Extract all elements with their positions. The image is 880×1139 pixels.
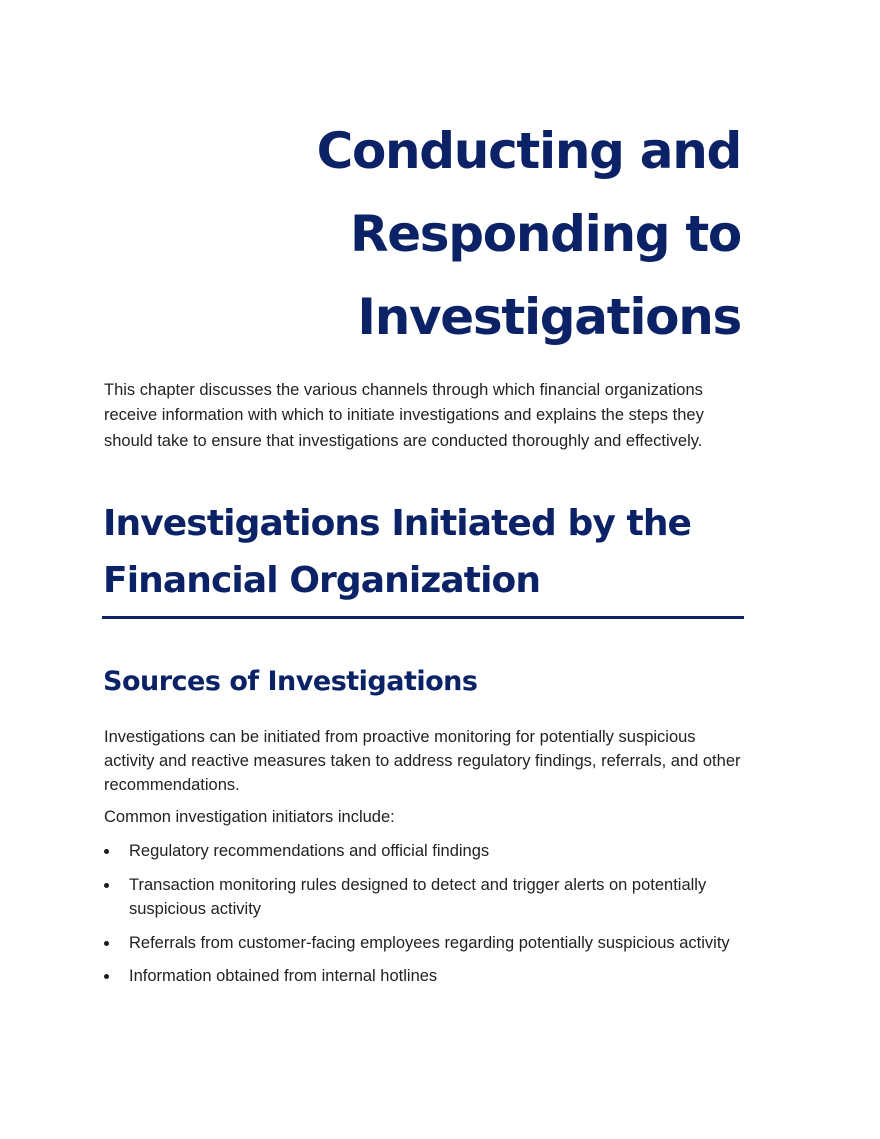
list-item-text: Information obtained from internal hotlines	[129, 967, 438, 985]
list-item	[104, 873, 744, 922]
list-item-text: Transaction monitoring rules designed to detect and trigger alerts on potentially suspicious activity	[129, 875, 707, 918]
section-heading-line-2: Financial Organization	[103, 560, 541, 601]
subsection-paragraph: Investigations can be initiated from proactive monitoring for potentially suspicious activity and reactive measures taken to address regulatory findings, referrals, and other recommendations.	[104, 728, 741, 794]
chapter-title-line-1: Conducting and	[316, 122, 741, 180]
section-heading-line-1: Investigations Initiated by the	[103, 503, 692, 544]
section-heading	[103, 495, 743, 609]
list-item	[104, 964, 744, 989]
list-item-text: Regulatory recommendations and official findings	[129, 842, 490, 860]
chapter-intro-paragraph: This chapter discusses the various channels through which financial organizations receive information with which to initiate investigations and explains the steps they should take to ensure that investigations are conducted thoroughly and effectively.	[104, 381, 704, 450]
list-lead-in: Common investigation initiators include:	[104, 808, 395, 826]
bullet-icon	[104, 974, 109, 979]
subsection-heading: Sources of Investigations	[103, 666, 478, 697]
chapter-title-line-3: Investigations	[357, 288, 741, 346]
list-item	[104, 931, 744, 956]
section-divider	[102, 616, 744, 619]
bullet-icon	[104, 849, 109, 854]
list-item	[104, 839, 744, 864]
bullet-icon	[104, 941, 109, 946]
chapter-title-line-2: Responding to	[350, 205, 741, 263]
list-item-text: Referrals from customer-facing employees regarding potentially suspicious activity	[129, 933, 730, 952]
chapter-title	[221, 110, 741, 359]
bullet-icon	[104, 883, 109, 888]
initiators-list	[104, 839, 744, 998]
